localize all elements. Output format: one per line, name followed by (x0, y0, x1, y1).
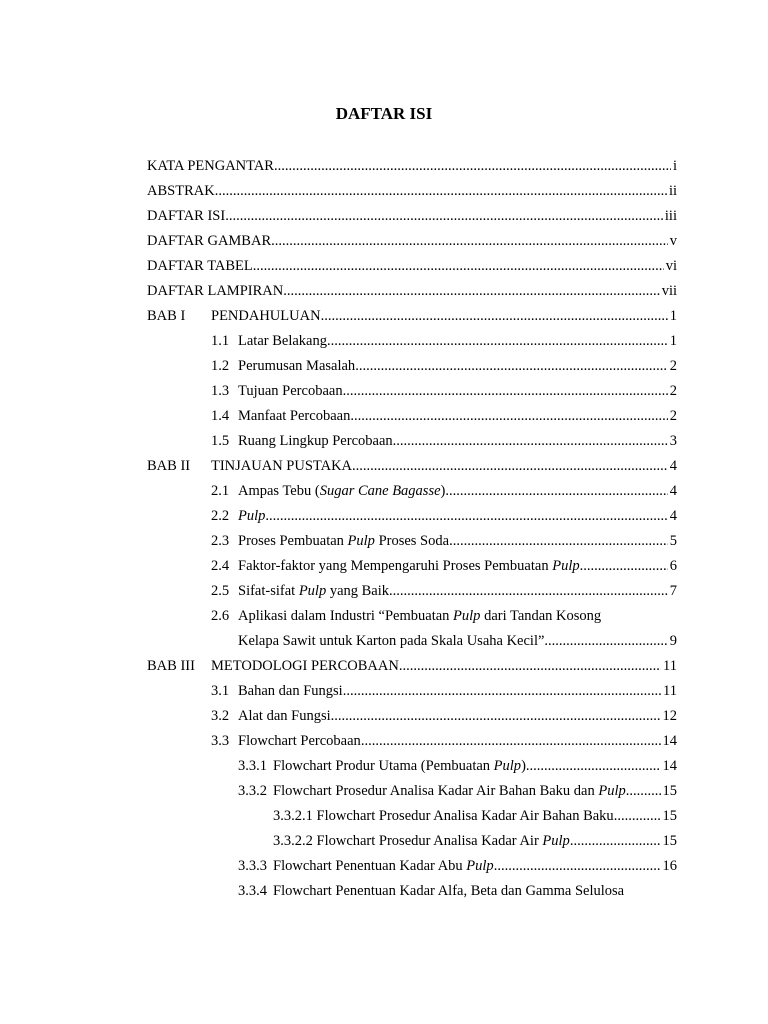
dot-leader (389, 580, 668, 602)
section-label: Flowchart Prosedur Analisa Kadar Air Bahan Baku dan (273, 783, 599, 799)
toc-chapter-bab-2 (147, 455, 677, 477)
toc-entry-daftar-isi (147, 205, 677, 227)
dot-leader (253, 255, 664, 277)
toc-page-number: 2 (669, 383, 677, 399)
toc-page-number: 9 (669, 633, 677, 649)
section-label: Flowchart Penentuan Kadar Alfa, Beta dan Gamma Selulosa (273, 883, 625, 899)
toc-chapter-bab-3 (147, 655, 677, 677)
section-label-italic: Pulp (493, 758, 522, 774)
dot-leader (225, 205, 663, 227)
section-label: Faktor-faktor yang Mempengaruhi Proses Pembuatan (238, 558, 553, 574)
toc-section-3-3-2-1 (273, 805, 677, 827)
dot-leader (343, 380, 668, 402)
toc-label: DAFTAR TABEL (147, 258, 253, 274)
section-label-tail: . (625, 783, 630, 799)
toc-section-3-3-2-2 (273, 830, 677, 852)
section-number: 2.3 (211, 533, 230, 549)
section-label: Bahan dan Fungsi (238, 683, 343, 699)
section-label: Aplikasi dalam Industri “Pembuatan (238, 608, 454, 624)
toc-section-3-1 (211, 680, 677, 702)
toc-section-2-1 (211, 480, 677, 502)
dot-leader (283, 280, 659, 302)
toc-page-number: 14 (662, 758, 677, 774)
section-number: 2.4 (211, 558, 230, 574)
section-label-italic: Pulp (347, 533, 375, 549)
toc-section-1-1 (211, 330, 677, 352)
section-label-tail: dari Tandan Kosong (480, 608, 602, 624)
section-label: Ruang Lingkup Percobaan (238, 433, 393, 449)
toc-page-number: 4 (669, 483, 677, 499)
toc-section-2-6-continued (238, 630, 677, 652)
section-number: 3.3.2.1 (273, 808, 313, 824)
toc-entry-daftar-gambar (147, 230, 677, 252)
toc-label: ABSTRAK (147, 183, 215, 199)
section-label-tail: ) (440, 483, 446, 499)
section-label-italic: Pulp (453, 608, 481, 624)
section-label-italic: Pulp (238, 508, 266, 524)
section-number: 3.3.2.2 (273, 833, 313, 849)
toc-section-3-3-2 (238, 780, 677, 802)
toc-page-number: v (669, 233, 677, 249)
toc-page-number: vi (665, 258, 677, 274)
toc-section-3-3 (211, 730, 677, 752)
dot-leader (629, 780, 660, 802)
section-number: 3.1 (211, 683, 230, 699)
dot-leader (393, 430, 668, 452)
toc-section-2-2 (211, 505, 677, 527)
toc-page-number: 4 (669, 508, 677, 524)
dot-leader (494, 855, 661, 877)
section-label: Latar Belakang (238, 333, 327, 349)
toc-entry-abstrak (147, 180, 677, 202)
toc-label: KATA PENGANTAR (147, 158, 274, 174)
toc-entry-kata-pengantar (147, 155, 677, 177)
toc-section-2-3 (211, 530, 677, 552)
toc-page-number: 5 (669, 533, 677, 549)
section-label-line-2: Kelapa Sawit untuk Karton pada Skala Usaha Kecil” (238, 633, 545, 649)
section-label-tail: yang Baik (326, 583, 390, 599)
section-label-tail: Proses Soda (374, 533, 450, 549)
chapter-title: TINJAUAN PUSTAKA (211, 458, 353, 474)
section-label-italic: Pulp (466, 858, 494, 874)
section-label-italic: Pulp (598, 783, 626, 799)
dot-leader (570, 830, 661, 852)
chapter-number: BAB I (147, 308, 186, 324)
toc-page-number: 2 (669, 358, 677, 374)
toc-section-3-3-1 (238, 755, 677, 777)
section-number: 3.3.2 (238, 783, 267, 799)
section-label: Tujuan Percobaan (238, 383, 343, 399)
section-label: Proses Pembuatan (238, 533, 348, 549)
toc-section-3-3-4 (238, 880, 677, 902)
dot-leader (327, 330, 668, 352)
toc-label: DAFTAR ISI (147, 208, 226, 224)
section-number: 1.1 (211, 333, 230, 349)
section-number: 3.3 (211, 733, 230, 749)
dot-leader (274, 155, 671, 177)
section-number: 3.2 (211, 708, 230, 724)
toc-page-number: 4 (669, 458, 677, 474)
section-label: Flowchart Prosedur Analisa Kadar Air Bahan Baku (316, 808, 614, 824)
toc-entry-daftar-tabel (147, 255, 677, 277)
section-number: 3.3.4 (238, 883, 267, 899)
toc-page-number: 14 (662, 733, 677, 749)
section-label: Flowchart Produr Utama (Pembuatan (273, 758, 494, 774)
dot-leader (355, 355, 668, 377)
dot-leader (271, 230, 668, 252)
chapter-number: BAB II (147, 458, 191, 474)
chapter-number: BAB III (147, 658, 195, 674)
dot-leader (580, 555, 668, 577)
toc-label: DAFTAR LAMPIRAN (147, 283, 284, 299)
section-label: Manfaat Percobaan (238, 408, 351, 424)
dot-leader (350, 405, 667, 427)
toc-page-number: iii (664, 208, 677, 224)
toc-section-1-2 (211, 355, 677, 377)
toc-section-1-5 (211, 430, 677, 452)
section-number: 2.1 (211, 483, 230, 499)
section-label: Perumusan Masalah (238, 358, 356, 374)
toc-page-number: 16 (662, 858, 677, 874)
section-label-italic: Pulp (298, 583, 327, 599)
chapter-title: METODOLOGI PERCOBAAN (211, 658, 399, 674)
page-title: DAFTAR ISI (335, 104, 433, 123)
toc-section-3-3-3 (238, 855, 677, 877)
dot-leader (449, 530, 668, 552)
section-number: 3.3.3 (238, 858, 267, 874)
toc-page-number: 2 (669, 408, 677, 424)
dot-leader (215, 180, 667, 202)
dot-leader (265, 505, 667, 527)
toc-page-number: vii (661, 283, 677, 299)
toc-page-number: 7 (669, 583, 677, 599)
dot-leader (399, 655, 661, 677)
section-label: Flowchart Percobaan (238, 733, 361, 749)
section-number: 2.2 (211, 508, 230, 524)
dot-leader (321, 305, 668, 327)
toc-page-number: 11 (663, 683, 677, 699)
toc-page-number: ii (668, 183, 677, 199)
section-number: 3.3.1 (238, 758, 267, 774)
section-label-italic: Pulp (542, 833, 570, 849)
toc-label: DAFTAR GAMBAR (147, 233, 272, 249)
toc-section-1-3 (211, 380, 677, 402)
toc-page-number: 12 (662, 708, 677, 724)
toc-page-number: 1 (669, 333, 677, 349)
toc-chapter-bab-1 (147, 305, 677, 327)
section-label: Flowchart Prosedur Analisa Kadar Air (316, 833, 543, 849)
section-number: 1.3 (211, 383, 230, 399)
toc-page-number: 1 (669, 308, 677, 324)
toc-page-number: 15 (662, 808, 677, 824)
dot-leader (331, 705, 661, 727)
toc-section-2-4 (211, 555, 677, 577)
section-label-italic: Pulp (552, 558, 580, 574)
section-number: 1.4 (211, 408, 230, 424)
section-label: Sifat-sifat (238, 583, 299, 599)
dot-leader (445, 480, 667, 502)
toc-page-number: 11 (663, 658, 677, 674)
dot-leader (343, 680, 661, 702)
section-label-italic: Sugar Cane Bagasse (319, 483, 441, 499)
section-number: 1.5 (211, 433, 230, 449)
section-number: 2.6 (211, 608, 230, 624)
dot-leader (526, 755, 661, 777)
toc-page-number: i (672, 158, 677, 174)
toc-entry-daftar-lampiran (147, 280, 677, 302)
toc-section-2-6 (211, 605, 677, 627)
section-label: Flowchart Penentuan Kadar Abu (273, 858, 467, 874)
toc-section-1-4 (211, 405, 677, 427)
dot-leader (361, 730, 661, 752)
dot-leader (614, 805, 661, 827)
toc-section-2-5 (211, 580, 677, 602)
toc-page-number: 6 (669, 558, 677, 574)
section-number: 2.5 (211, 583, 230, 599)
toc-page-number: 15 (662, 833, 677, 849)
section-label-tail: ) (521, 758, 526, 774)
toc-page-number: 3 (669, 433, 677, 449)
section-label: Ampas Tebu ( (238, 483, 320, 499)
dot-leader (544, 630, 667, 652)
dot-leader (352, 455, 668, 477)
section-number: 1.2 (211, 358, 230, 374)
chapter-title: PENDAHULUAN (211, 308, 321, 324)
section-label: Alat dan Fungsi (238, 708, 331, 724)
toc-section-3-2 (211, 705, 677, 727)
toc-page-number: 15 (662, 783, 677, 799)
